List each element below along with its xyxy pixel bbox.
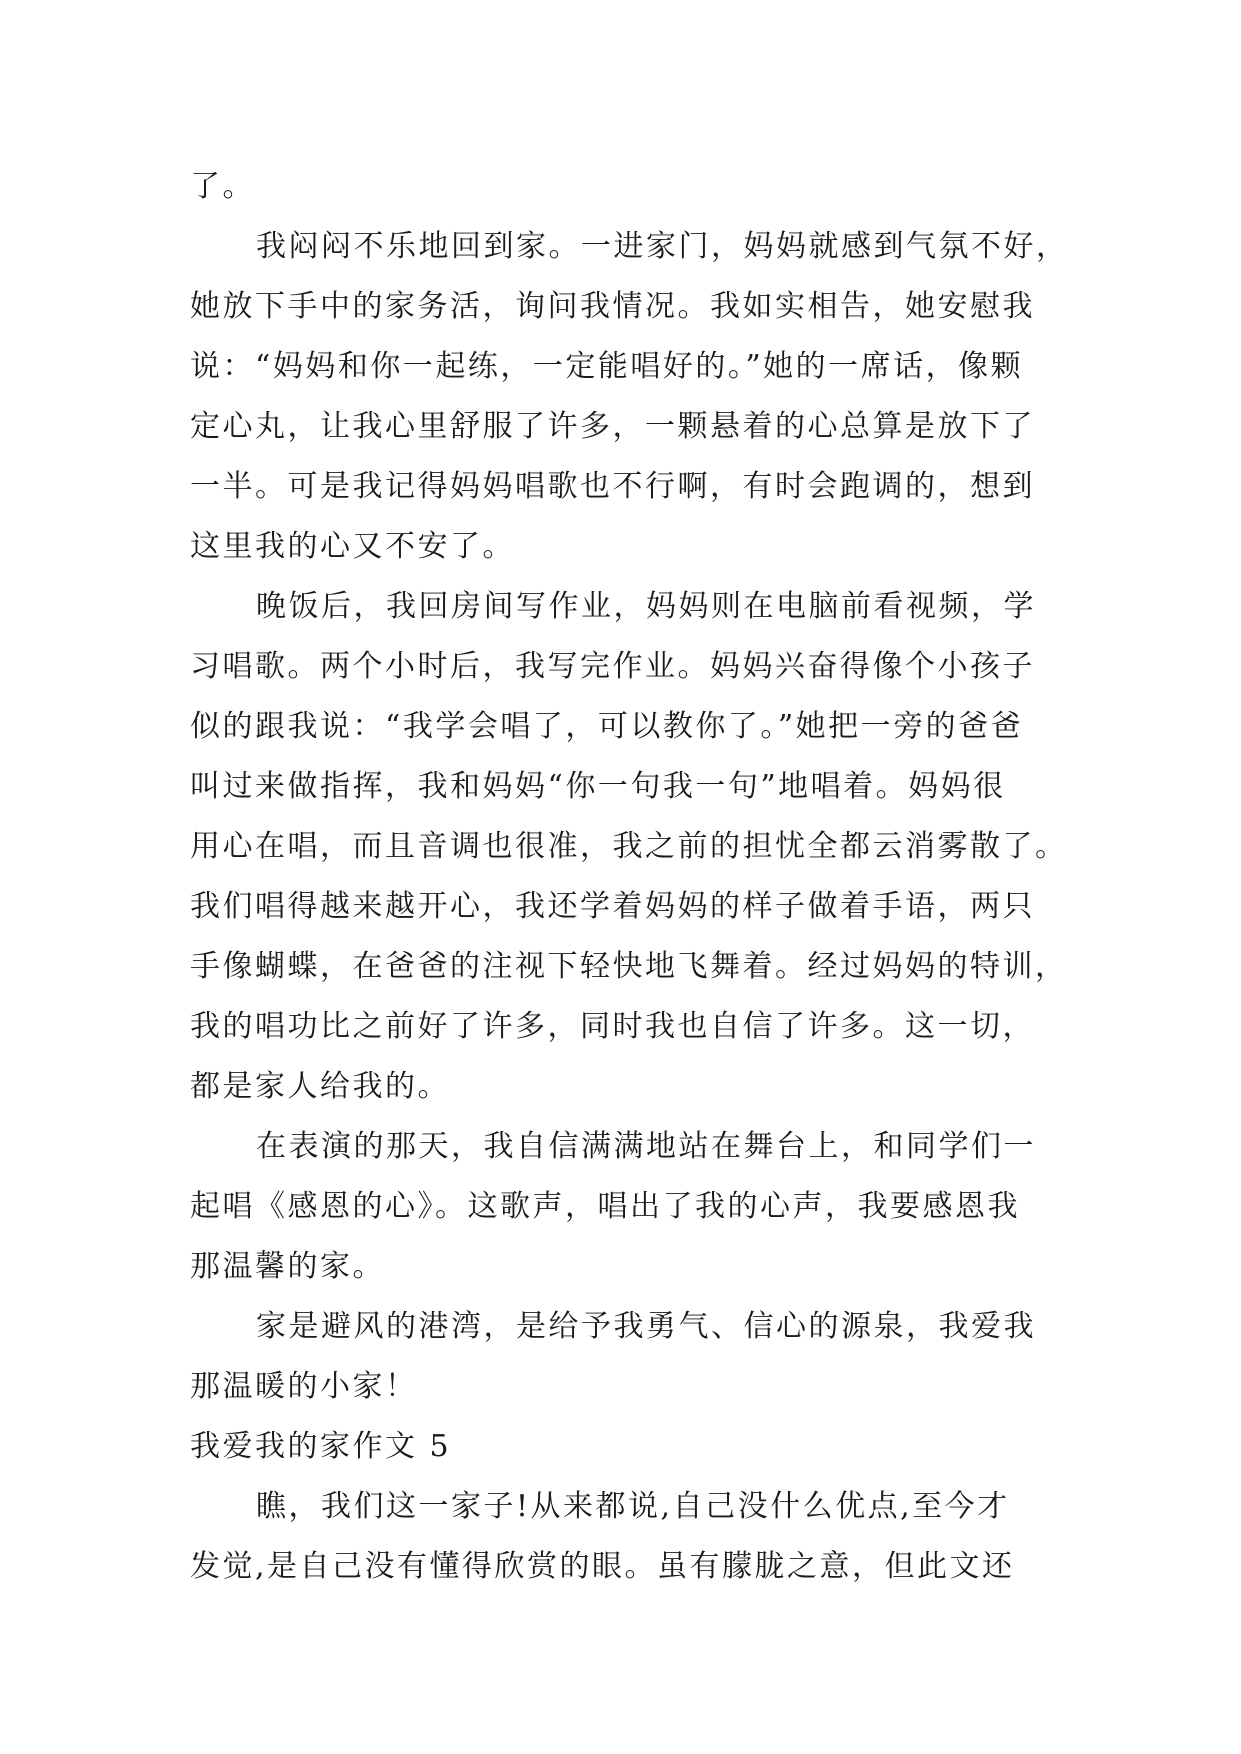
- text-line: 说：“妈妈和你一起练，一定能唱好的。”她的一席话，像颗: [190, 349, 1024, 384]
- text-line: 了。: [190, 169, 255, 204]
- section-title: 我爱我的家作文 5: [190, 1429, 452, 1464]
- text-line: 起唱《感恩的心》。这歌声，唱出了我的心声，我要感恩我: [190, 1189, 1020, 1224]
- text-line: 叫过来做指挥，我和妈妈“你一句我一句”地唱着。妈妈很: [190, 769, 1006, 804]
- text-line: 我们唱得越来越开心，我还学着妈妈的样子做着手语，两只: [190, 889, 1035, 924]
- paragraph-start-line: 家是避风的港湾，是给予我勇气、信心的源泉，我爱我: [256, 1309, 1036, 1344]
- text-line: 似的跟我说：“我学会唱了，可以教你了。”她把一旁的爸爸: [190, 709, 1024, 744]
- text-line: 我的唱功比之前好了许多，同时我也自信了许多。这一切，: [190, 1009, 1035, 1044]
- text-line: 手像蝴蝶，在爸爸的注视下轻快地飞舞着。经过妈妈的特训，: [190, 949, 1068, 984]
- paragraph-start-line: 我闷闷不乐地回到家。一进家门，妈妈就感到气氛不好，: [256, 229, 1069, 264]
- text-line: 习唱歌。两个小时后，我写完作业。妈妈兴奋得像个小孩子: [190, 649, 1035, 684]
- text-line: 那温暖的小家！: [190, 1369, 418, 1404]
- document-body: [190, 157, 1070, 1597]
- paragraph-start-line: 晚饭后，我回房间写作业，妈妈则在电脑前看视频，学: [256, 589, 1036, 624]
- text-line: 用心在唱，而且音调也很准，我之前的担忧全都云消雾散了。: [190, 829, 1068, 864]
- text-line: 那温馨的家。: [190, 1249, 385, 1284]
- paragraph-start-line: 瞧，我们这一家子!从来都说,自己没什么优点,至今才: [256, 1489, 1010, 1524]
- text-line: 定心丸，让我心里舒服了许多，一颗悬着的心总算是放下了: [190, 409, 1035, 444]
- text-line: 发觉,是自己没有懂得欣赏的眼。虽有朦胧之意，但此文还: [190, 1549, 1015, 1584]
- text-line: 她放下手中的家务活，询问我情况。我如实相告，她安慰我: [190, 289, 1035, 324]
- text-line: 都是家人给我的。: [190, 1069, 450, 1104]
- paragraph-start-line: 在表演的那天，我自信满满地站在舞台上，和同学们一: [256, 1129, 1036, 1164]
- text-line: 这里我的心又不安了。: [190, 529, 515, 564]
- text-line: 一半。可是我记得妈妈唱歌也不行啊，有时会跑调的，想到: [190, 469, 1035, 504]
